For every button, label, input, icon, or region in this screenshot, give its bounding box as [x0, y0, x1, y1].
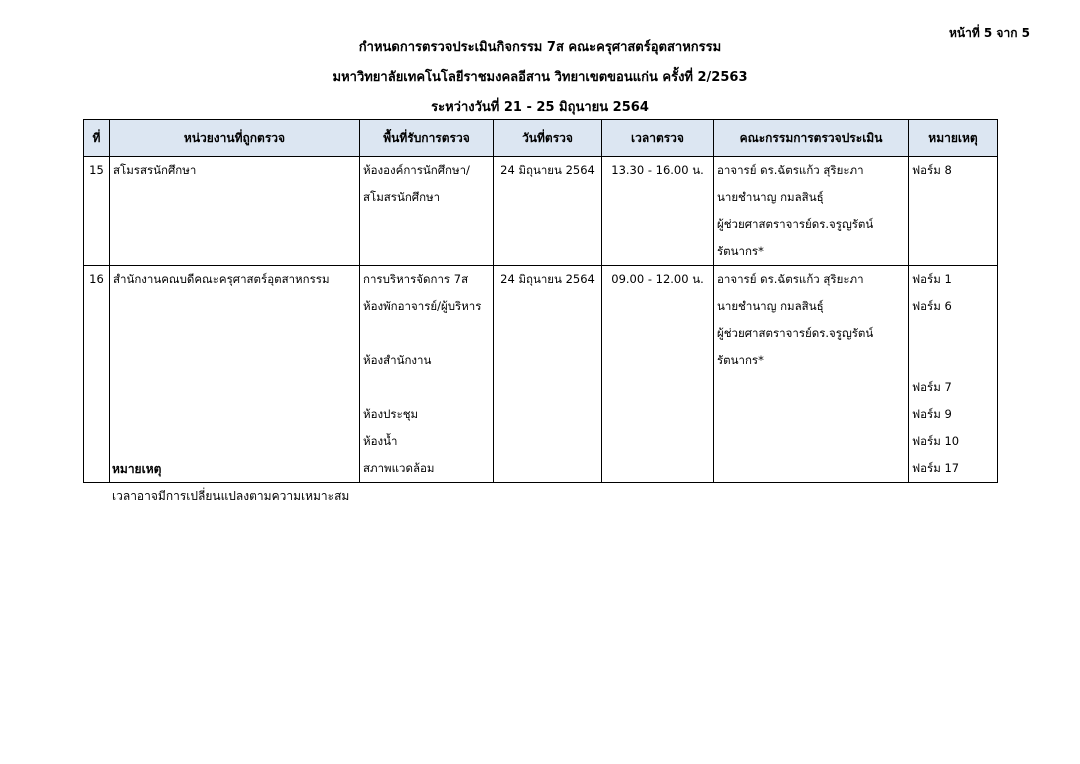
document-subtitle: มหาวิทยาลัยเทคโนโลยีราชมงคลอีสาน วิทยาเขตขอนแก่น ครั้งที่ 2/2563 [332, 70, 748, 85]
column-header-time: เวลาตรวจ [602, 120, 714, 157]
table-row [84, 157, 998, 266]
committee-member: นายชำนาญ กมลสินธุ์ [717, 299, 824, 313]
row-number: 16 [84, 266, 110, 483]
inspection-area: สภาพแวดล้อม [363, 461, 435, 475]
inspection-area: การบริหารจัดการ 7ส [363, 272, 469, 286]
inspection-area: ห้องสำนักงาน [363, 353, 432, 367]
time-cell [602, 157, 714, 266]
column-header-date: วันที่ตรวจ [494, 120, 602, 157]
inspection-area: ห้ององค์การนักศึกษา/ [363, 163, 470, 177]
inspection-time: 13.30 - 16.00 น. [611, 163, 704, 177]
area-cell [360, 266, 494, 483]
inspection-area [360, 320, 493, 347]
remark-form: ฟอร์ม 8 [912, 163, 952, 177]
remark-form [909, 320, 997, 347]
remark-form [909, 238, 997, 265]
date-cell [494, 266, 602, 483]
unit-cell [110, 266, 360, 483]
remark-form: ฟอร์ม 1 [912, 272, 952, 286]
committee-member: ผู้ช่วยศาสตราจารย์ดร.จรูญรัตน์ [717, 326, 874, 340]
inspection-time: 09.00 - 12.00 น. [611, 272, 704, 286]
inspection-date: 24 มิถุนายน 2564 [500, 163, 595, 177]
committee-member: อาจารย์ ดร.ฉัตรแก้ว สุริยะภา [717, 163, 864, 177]
inspection-area [360, 211, 493, 238]
committee-member: รัตนากร* [717, 244, 764, 258]
unit-cell [110, 157, 360, 266]
date-cell [494, 157, 602, 266]
committee-member [714, 374, 908, 401]
inspection-date: 24 มิถุนายน 2564 [500, 272, 595, 286]
inspection-area: สโมสรนักศึกษา [363, 190, 441, 204]
unit-name: สโมรสรนักศึกษา [113, 163, 197, 177]
committee-member: ผู้ช่วยศาสตราจารย์ดร.จรูญรัตน์ [717, 217, 874, 231]
remark-form: ฟอร์ม 10 [912, 434, 960, 448]
remark-form: ฟอร์ม 7 [912, 380, 952, 394]
note-title: หมายเหตุ [112, 462, 162, 476]
column-header-committee: คณะกรรมการตรวจประเมิน [714, 120, 909, 157]
inspection-schedule-table [83, 119, 998, 483]
remark-form [909, 211, 997, 238]
document-title: กำหนดการตรวจประเมินกิจกรรม 7ส คณะครุศาสตร์อุตสาหกรรม [358, 40, 722, 55]
committee-member: นายชำนาญ กมลสินธุ์ [717, 190, 824, 204]
column-header-no: ที่ [84, 120, 110, 157]
inspection-area: ห้องน้ำ [363, 434, 398, 448]
committee-member: รัตนากร* [717, 353, 764, 367]
remarks-cell [909, 266, 998, 483]
page-number: หน้าที่ 5 จาก 5 [948, 26, 1030, 40]
inspection-area: ห้องพักอาจารย์/ผู้บริหาร [363, 299, 482, 313]
table-row [84, 266, 998, 483]
committee-member: อาจารย์ ดร.ฉัตรแก้ว สุริยะภา [717, 272, 864, 286]
table-header-row [84, 120, 998, 157]
inspection-area: ห้องประชุม [363, 407, 419, 421]
committee-member [714, 455, 908, 482]
remark-form [909, 347, 997, 374]
remarks-cell [909, 157, 998, 266]
unit-name: สำนักงานคณบดีคณะครุศาสตร์อุตสาหกรรม [113, 272, 330, 286]
committee-cell [714, 266, 909, 483]
inspection-area [360, 238, 493, 265]
area-cell [360, 157, 494, 266]
row-number: 15 [84, 157, 110, 266]
column-header-unit: หน่วยงานที่ถูกตรวจ [110, 120, 360, 157]
committee-cell [714, 157, 909, 266]
note-text: เวลาอาจมีการเปลี่ยนแปลงตามความเหมาะสม [112, 489, 350, 503]
remark-form: ฟอร์ม 9 [912, 407, 952, 421]
date-range: ระหว่างวันที่ 21 - 25 มิถุนายน 2564 [431, 100, 649, 115]
committee-member [714, 401, 908, 428]
remark-form [909, 184, 997, 211]
committee-member [714, 428, 908, 455]
time-cell [602, 266, 714, 483]
inspection-area [360, 374, 493, 401]
column-header-remarks: หมายเหตุ [909, 120, 998, 157]
column-header-area: พื้นที่รับการตรวจ [360, 120, 494, 157]
remark-form: ฟอร์ม 6 [912, 299, 952, 313]
remark-form: ฟอร์ม 17 [912, 461, 960, 475]
